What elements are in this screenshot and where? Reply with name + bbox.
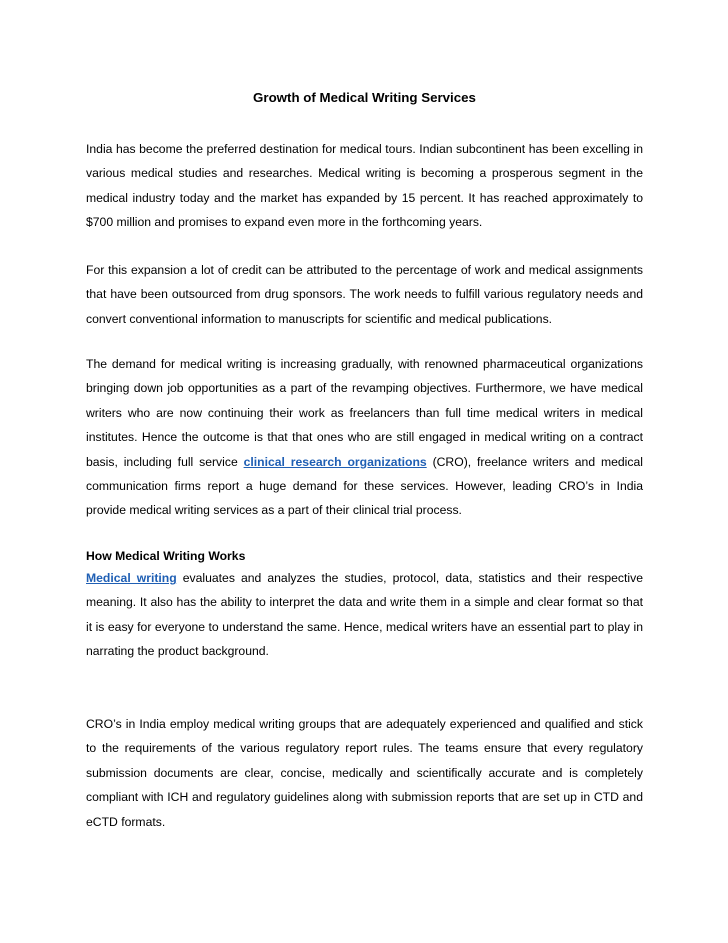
paragraph-demand-text-start: The demand for medical writing is increasing gradually, with renowned pharmaceutical organizations bringing down job opportunities as a part of the revamping objectives. Furthermore, we have medical writers who are now continuing their work as freelancers than full time medical writers in medical institutes. Hence the outcome is that that ones who are still engaged in medical writing on a contract basis, including full service: [86, 357, 643, 469]
link-clinical-research-organizations[interactable]: clinical research organizations: [243, 454, 427, 469]
link-medical-writing[interactable]: Medical writing: [86, 571, 177, 585]
document-title: Growth of Medical Writing Services: [253, 90, 476, 105]
document-page: [86, 0, 643, 943]
section-heading-how-it-works: How Medical Writing Works: [86, 549, 246, 563]
paragraph-how-it-works: [86, 566, 643, 664]
paragraph-market-growth: India has become the preferred destination for medical tours. Indian subcontinent has been excelling in various medical studies and researches. Medical writing is becoming a prosperous segment in the medical industry today and the market has expanded by 15 percent. It has reached approximately to $700 million and promises to expand even more in the forthcoming years.: [86, 142, 643, 230]
paragraph-how-it-works-text: evaluates and analyzes the studies, protocol, data, statistics and their respective meaning. It also has the ability to interpret the data and write them in a simple and clear format so that it is easy for everyone to understand the same. Hence, medical writers have an essential part to play in narrating the product background.: [86, 571, 643, 659]
paragraph-cro-teams: CRO’s in India employ medical writing groups that are adequately experienced and qualified and stick to the requirements of the various regulatory report rules. The teams ensure that every regulatory submission documents are clear, concise, medically and scientifically accurate and is completely compliant with ICH and regulatory guidelines along with submission reports that are set up in CTD and eCTD formats.: [86, 717, 643, 829]
paragraph-demand: [86, 352, 643, 523]
paragraph-outsourcing: For this expansion a lot of credit can be attributed to the percentage of work and medical assignments that have been outsourced from drug sponsors. The work needs to fulfill various regulatory needs and convert conventional information to manuscripts for scientific and medical publications.: [86, 263, 643, 326]
paragraph-demand-text-end: (CRO), freelance writers and medical communication firms report a huge demand for these services. However, leading CRO’s in India provide medical writing services as a part of their clinical trial process.: [86, 454, 643, 518]
